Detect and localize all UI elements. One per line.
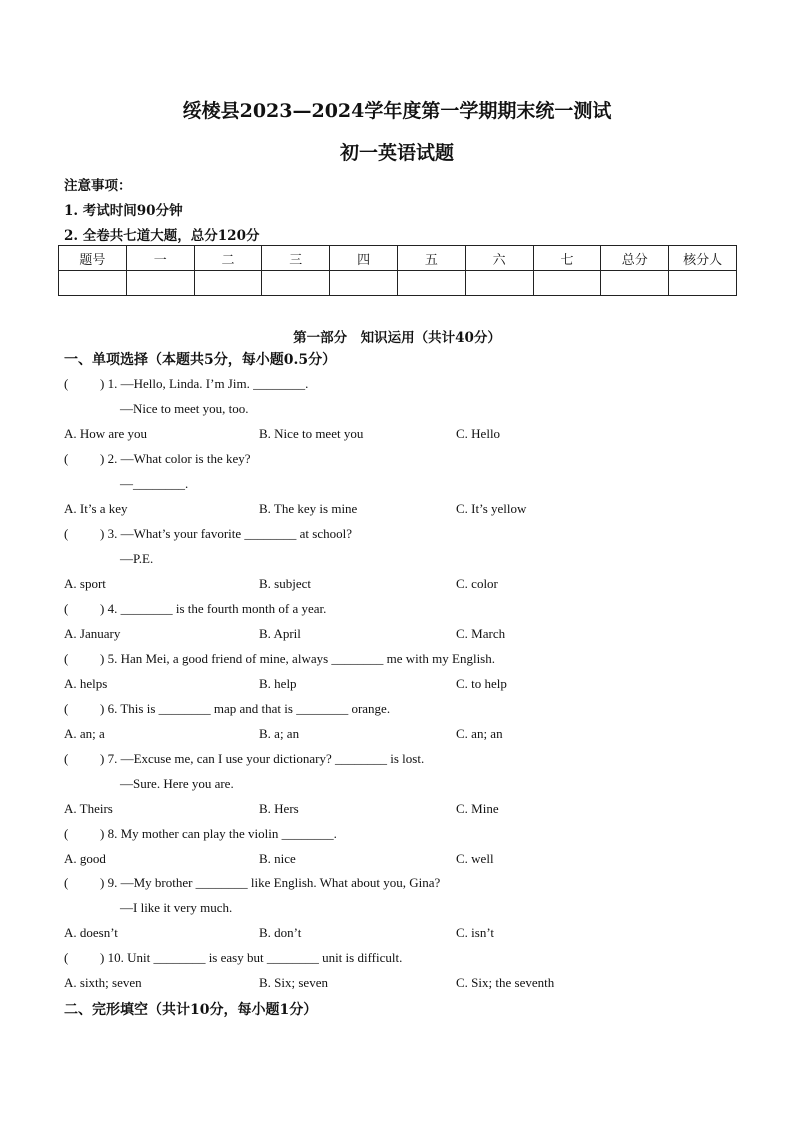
score-cell[interactable] [126, 271, 194, 296]
question-stem: ) 5. Han Mei, a good friend of mine, always ________ me with my English. [100, 651, 495, 666]
question-9 [64, 875, 440, 891]
score-table [58, 245, 737, 296]
option-b: B. April [259, 626, 301, 641]
answer-paren[interactable]: ( [64, 526, 69, 541]
score-header-cell: 总分 [601, 246, 669, 271]
question-7-reply: —Sure. Here you are. [120, 776, 234, 791]
option-a: A. How are you [64, 426, 148, 441]
option-b: B. Hers [259, 801, 299, 816]
score-cell[interactable] [533, 271, 601, 296]
question-stem: ) 4. ________ is the fourth month of a year. [100, 601, 327, 616]
option-b: B. help [259, 676, 297, 691]
option-c: C. an; an [456, 726, 503, 741]
exam-title: 绥棱县2023—2024学年度第一学期期末统一测试 [182, 100, 612, 122]
answer-paren[interactable]: ( [64, 826, 69, 841]
score-header-cell: 二 [194, 246, 262, 271]
score-header-cell: 三 [262, 246, 330, 271]
question-3 [64, 526, 352, 542]
answer-paren[interactable]: ( [64, 651, 69, 666]
option-a: A. sixth; seven [64, 975, 142, 990]
option-a: A. good [64, 851, 106, 866]
score-header-cell: 四 [330, 246, 398, 271]
option-a: A. sport [64, 576, 106, 591]
score-cell[interactable] [194, 271, 262, 296]
notes-heading: 注意事项： [64, 178, 132, 194]
answer-paren[interactable]: ( [64, 451, 69, 466]
question-8 [64, 826, 337, 842]
answer-paren[interactable]: ( [64, 950, 69, 965]
option-c: C. March [456, 626, 506, 641]
question-1-reply: —Nice to meet you, too. [120, 401, 249, 416]
answer-paren[interactable]: ( [64, 701, 69, 716]
question-10 [64, 950, 402, 966]
question-6 [64, 701, 390, 717]
section-one-heading: 一、单项选择（本题共5分，每小题0.5分） [64, 352, 337, 368]
option-b: B. Nice to meet you [259, 426, 364, 441]
option-c: C. color [456, 576, 498, 591]
score-header-cell: 一 [126, 246, 194, 271]
score-cell[interactable] [59, 271, 127, 296]
question-stem: ) 9. —My brother ________ like English. What about you, Gina? [100, 875, 441, 890]
question-2 [64, 451, 251, 467]
score-header-cell: 六 [465, 246, 533, 271]
question-3-reply: —P.E. [120, 551, 154, 566]
option-b: B. nice [259, 851, 296, 866]
answer-paren[interactable]: ( [64, 751, 69, 766]
note-item: 1. 考试时间90分钟 [64, 203, 183, 219]
score-header-cell: 五 [397, 246, 465, 271]
question-stem: ) 1. —Hello, Linda. I’m Jim. ________. [100, 376, 309, 391]
option-c: C. Hello [456, 426, 501, 441]
score-cell[interactable] [330, 271, 398, 296]
section-two-heading: 二、完形填空（共计10分，每小题1分） [64, 1002, 318, 1018]
option-a: A. Theirs [64, 801, 113, 816]
part-one-heading: 第一部分 知识运用（共计40分） [293, 330, 501, 346]
question-7 [64, 751, 424, 767]
option-c: C. to help [456, 676, 507, 691]
exam-subtitle: 初一英语试题 [339, 142, 454, 164]
option-b: B. don’t [259, 925, 302, 940]
option-a: A. helps [64, 676, 108, 691]
question-9-reply: —I like it very much. [120, 900, 233, 915]
score-cell[interactable] [397, 271, 465, 296]
option-b: B. subject [259, 576, 311, 591]
option-a: A. doesn’t [64, 925, 118, 940]
score-table-blank-row [59, 271, 737, 296]
option-c: C. well [456, 851, 494, 866]
score-cell[interactable] [669, 271, 737, 296]
question-stem: ) 2. —What color is the key? [100, 451, 251, 466]
score-header-cell: 七 [533, 246, 601, 271]
score-header-cell: 核分人 [669, 246, 737, 271]
answer-paren[interactable]: ( [64, 875, 69, 890]
option-a: A. January [64, 626, 121, 641]
option-b: B. a; an [259, 726, 300, 741]
score-header-cell: 题号 [59, 246, 127, 271]
question-stem: ) 3. —What’s your favorite ________ at school? [100, 526, 352, 541]
answer-paren[interactable]: ( [64, 601, 69, 616]
option-c: C. Six; the seventh [456, 975, 555, 990]
option-c: C. Mine [456, 801, 499, 816]
question-2-reply: —________. [120, 476, 189, 491]
option-a: A. It’s a key [64, 501, 128, 516]
question-stem: ) 7. —Excuse me, can I use your dictionary? ________ is lost. [100, 751, 425, 766]
question-1 [64, 376, 308, 392]
question-5 [64, 651, 495, 667]
option-a: A. an; a [64, 726, 105, 741]
question-4 [64, 601, 326, 617]
score-table-header-row [59, 246, 737, 271]
option-b: B. Six; seven [259, 975, 328, 990]
answer-paren[interactable]: ( [64, 376, 69, 391]
score-cell[interactable] [465, 271, 533, 296]
option-b: B. The key is mine [259, 501, 358, 516]
question-stem: ) 8. My mother can play the violin ________. [100, 826, 337, 841]
option-c: C. It’s yellow [456, 501, 527, 516]
score-cell[interactable] [262, 271, 330, 296]
question-stem: ) 6. This is ________ map and that is ________ orange. [100, 701, 391, 716]
option-c: C. isn’t [456, 925, 495, 940]
question-stem: ) 10. Unit ________ is easy but ________ unit is difficult. [100, 950, 403, 965]
note-item: 2. 全卷共七道大题，总分120分 [64, 228, 260, 244]
score-cell[interactable] [601, 271, 669, 296]
